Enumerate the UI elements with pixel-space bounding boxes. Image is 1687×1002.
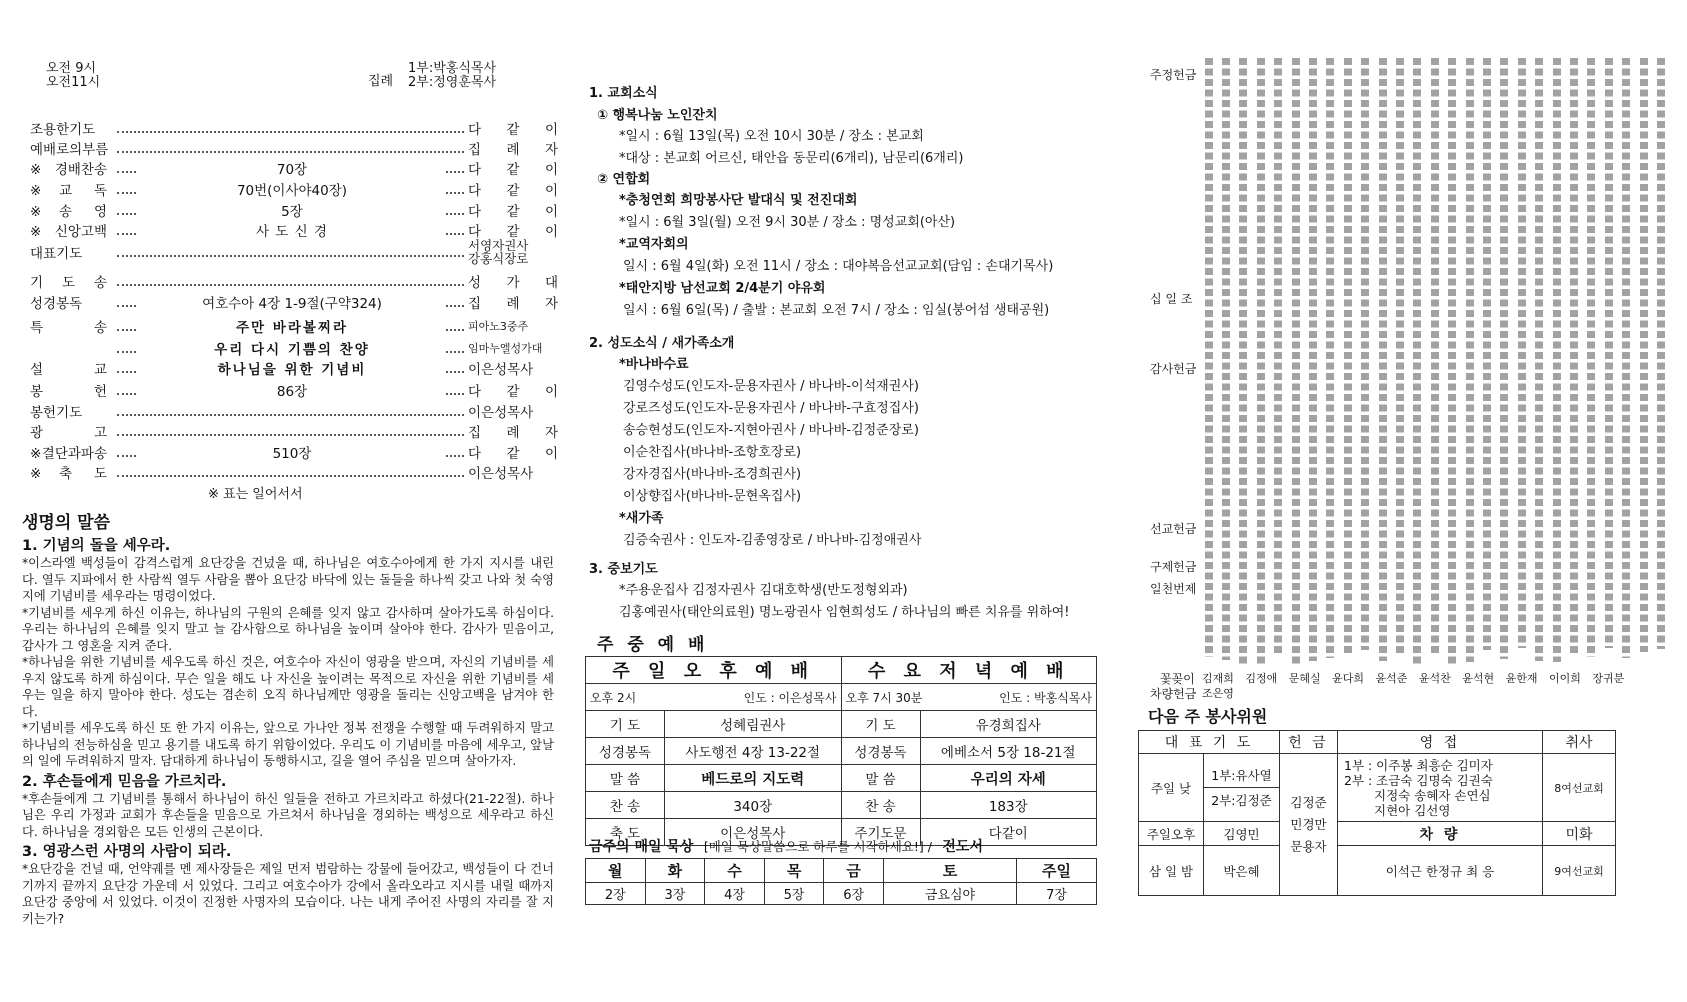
news-line: *일시 : 6월 3일(월) 오전 9시 30분 / 장소 : 명성교회(아산) xyxy=(619,215,956,230)
order-label: ※경배찬송 xyxy=(30,162,107,178)
devotion-chapter: 5장 xyxy=(764,883,824,905)
sermon-paragraph: *기념비를 세우도록 하신 또 한 가지 이유는, 앞으로 가나안 정복 전쟁을 수행할 때 두려워하지 말고 하나님의 전능하심을 믿고 용기를 내도록 하기 위함이었다. 우리도 이 기념비를 마음에 세우고, 앞날의 일에 두려워하지 말자. 담대하게 하나님이 동행하시고, 길을 열어 주심을 믿으며 살아가자. xyxy=(22,721,554,768)
wednesday-evening-head: 수 요 저 녁 예 배 xyxy=(841,657,1097,684)
order-content: 사 도 신 경 xyxy=(138,220,446,240)
sermon-paragraph: *이스라엘 백성들이 감격스럽게 요단강을 건넜을 때, 하나님은 여호수아에게 한 가지 지시를 내린다. 열두 지파에서 한 사람씩 열두 사람을 뽑아 요단강 바닥에 있는 돌들을 하나씩 갖고 나와 첫 숙영지에 기념비를 세우라는 명령이었다. xyxy=(22,556,555,603)
next-week-table: 대 표 기 도 헌 금 영 접 취사 주일 낮 1부:유사열 2부:김정준 김정준 민경만 문용자 1부 : 이주봉 최흥순 김미자 2부 : 조금숙 김명숙 김권숙 지정숙 송혜자 손연심 지현아 김선영 8여선교회 주일오후 김영민 차 량 미화 삼 일 밤 박은혜 이석근 한정규 최 응 9여선교회 xyxy=(1138,730,1616,896)
order-label: 광 고 xyxy=(30,425,107,441)
order-content: 70장 xyxy=(138,158,446,178)
order-row xyxy=(18,158,558,178)
church-news-title: 1. 교회소식 xyxy=(589,86,658,101)
order-label: ※축 도 xyxy=(30,466,107,482)
order-content: 510장 xyxy=(138,442,446,462)
sermon-paragraph: *후손들에게 그 기념비를 통해서 하나님이 하신 일들을 전하고 가르치라고 하셨다(21-22절). 하나님은 우리 가정과 교회가 후손들을 믿음으로 가르쳐서 하나님을 경외하는 백성으로 세우라고 하신다. 하나님을 경외함은 모든 인생의 근본이다. xyxy=(22,791,554,839)
sermon-body xyxy=(22,534,554,927)
order-row xyxy=(18,316,558,336)
devotion-table xyxy=(585,858,1097,905)
order-leader: 다 같 이 xyxy=(468,162,558,178)
order-content: 86장 xyxy=(138,380,446,400)
offering-label-main: 주정헌금 xyxy=(1150,68,1197,82)
news-line: 김영수성도(인도자-문용자권사 / 바나바-이석재권사) xyxy=(623,379,919,394)
devotion-header: 금주의 매일 묵상 [매일 묵상말씀으로 하루를 시작하세요!] / 전도서 xyxy=(589,839,983,855)
news-line: 일시 : 6월 6일(목) / 출발 : 본교회 오전 7시 / 장소 : 임실(붕어섬 생태공원) xyxy=(623,303,1050,318)
donor-name-column xyxy=(1254,58,1267,667)
order-content: 여호수아 4장 1-9절(구약324) xyxy=(138,292,446,312)
weekly-row: 찬 송 340장 찬 송 183장 xyxy=(586,792,1097,819)
order-label: ※송 영 xyxy=(30,204,107,220)
flower-donors: 김재희 김정애 문혜실 윤다희 윤석준 윤석찬 윤석현 윤한재 이이희 장귀분 xyxy=(1202,672,1625,685)
news-item-title: ② 연합회 xyxy=(597,172,651,187)
offering-label-tithe: 십 일 조 xyxy=(1150,292,1193,306)
service-leaders: 1부:박홍식목사 2부:정영훈목사 xyxy=(408,61,496,90)
offering-donor-names xyxy=(1202,58,1672,668)
order-label: 봉 헌 xyxy=(30,384,107,400)
order-content: 주만 바라볼찌라 xyxy=(138,316,446,336)
order-leader: 다 같 이 xyxy=(468,204,558,220)
order-label: 봉헌기도 xyxy=(30,405,83,421)
devotion-chapter: 4장 xyxy=(705,883,765,905)
member-news-list xyxy=(619,354,921,552)
news-line: 강자경집사(바나바-조경희권사) xyxy=(623,467,802,482)
news-line: *충청연회 희망봉사단 발대식 및 전진대회 xyxy=(619,193,858,208)
donor-name-column xyxy=(1550,58,1563,662)
devotion-day: 화 xyxy=(645,859,705,883)
donor-name-column xyxy=(1637,58,1650,652)
order-label: 기 도 송 xyxy=(30,275,107,291)
order-leader: 이은성목사 xyxy=(468,466,534,482)
donor-name-column xyxy=(1237,58,1250,664)
donor-name-column xyxy=(1219,58,1232,660)
weekly-row: 기 도 성혜림권사 기 도 유경희집사 xyxy=(586,711,1097,738)
prayer-title: 3. 중보기도 xyxy=(589,562,658,577)
news-item-title: ① 행복나눔 노인잔치 xyxy=(597,108,718,123)
order-label: 성경봉독 xyxy=(30,296,83,312)
vehicle-donor: 조은영 xyxy=(1202,687,1234,700)
donor-name-column xyxy=(1498,58,1511,659)
sermon-point-heading: 1. 기념의 돌을 세우라. xyxy=(22,538,171,554)
order-content: 5장 xyxy=(138,200,446,220)
devotion-chapter: 3장 xyxy=(645,883,705,905)
order-content: 70번(이사야40장) xyxy=(138,179,446,199)
donor-name-column xyxy=(1515,58,1528,648)
order-row xyxy=(18,401,558,421)
offering-label-vehicle: 차량헌금 xyxy=(1150,687,1197,701)
donor-name-column xyxy=(1272,58,1285,656)
donor-name-column xyxy=(1446,58,1459,667)
order-row xyxy=(18,358,558,378)
offering-label-mission: 선교헌금 xyxy=(1150,522,1197,536)
devotion-chapter: 금요심야 xyxy=(883,883,1016,905)
sermon-point-heading: 2. 후손들에게 믿음을 가르치라. xyxy=(22,773,227,790)
order-row xyxy=(18,138,558,158)
order-label: ※신앙고백 xyxy=(30,224,107,240)
offering-label-relief: 구제헌금 xyxy=(1150,560,1197,574)
next-week-title: 다음 주 봉사위원 xyxy=(1148,707,1268,726)
order-leader: 집 례 자 xyxy=(468,425,558,441)
order-leader: 다 같 이 xyxy=(468,122,558,138)
donor-name-column xyxy=(1567,58,1580,656)
news-line: *바나바수료 xyxy=(619,357,689,372)
sunday-afternoon-head: 주 일 오 후 예 배 xyxy=(586,657,842,684)
devotion-day: 주일 xyxy=(1017,859,1097,883)
order-leader: 다 같 이 xyxy=(468,384,558,400)
news-line: *태안지방 남선교회 2/4분기 야유회 xyxy=(619,281,826,296)
donor-name-column xyxy=(1480,58,1493,650)
order-leader: 집 례 자 xyxy=(468,142,558,158)
order-label: ※교 독 xyxy=(30,183,107,199)
prayer-lines: *주용운집사 김정자권사 김대호학생(반도정형외과) 김홍예권사(태안의료원) 명노광권사 임현희성도 / 하나님의 빠른 치유를 위하여! xyxy=(619,583,1070,620)
order-row xyxy=(18,179,558,199)
donor-name-column xyxy=(1202,58,1215,657)
donor-name-column xyxy=(1324,58,1337,658)
order-leader: 집 례 자 xyxy=(468,296,558,312)
service-times: 오전 9시 오전11시 xyxy=(46,61,101,90)
order-row xyxy=(18,271,558,291)
order-leader: 성 가 대 xyxy=(468,275,558,291)
offering-label-thanks: 감사헌금 xyxy=(1150,362,1197,376)
news-union-list xyxy=(619,190,1053,322)
order-row xyxy=(18,200,558,220)
devotion-chapter: 2장 xyxy=(586,883,646,905)
member-news-title: 2. 성도소식 / 새가족소개 xyxy=(589,336,735,351)
donor-name-column xyxy=(1341,58,1354,653)
donor-name-column xyxy=(1411,58,1424,667)
sermon-paragraph: *하나님을 위한 기념비를 세우도록 하신 것은, 여호수아 자신이 영광을 받으며, 자신의 기념비를 세우지 않도록 하게 하심이다. 무슨 일을 해도 나 자신을 높이려는 목적으로 자신을 위한 기념비를 세우는 일을 하지 말아야 한다. 성도는 겸손히 오직 하나님께만 영광을 돌리는 신앙고백을 남겨야 한다. xyxy=(22,655,554,719)
devotion-chapter: 6장 xyxy=(824,883,884,905)
news-line: 일시 : 6월 4일(화) 오전 11시 / 장소 : 대야복음선교교회(담임 : 손대기목사) xyxy=(623,259,1054,274)
weekly-row: 말 씀 베드로의 지도력 말 씀 우리의 자세 xyxy=(586,765,1097,792)
news-line: 송승현성도(인도자-지현아권사 / 바나바-김정준장로) xyxy=(623,423,919,438)
news-line: 이상향집사(바나바-문현옥집사) xyxy=(623,489,802,504)
donor-name-column xyxy=(1289,58,1302,666)
devotion-day: 목 xyxy=(764,859,824,883)
devotion-day: 토 xyxy=(883,859,1016,883)
donor-name-column xyxy=(1533,58,1546,661)
standing-note: ※ 표는 일어서서 xyxy=(208,487,303,502)
offering-label-thousand: 일천번제 xyxy=(1150,582,1197,596)
devotion-chapter: 7장 xyxy=(1017,883,1097,905)
donor-name-column xyxy=(1306,58,1319,661)
order-leader: 서영자권사 강홍식장로 xyxy=(468,238,529,266)
devotion-day: 월 xyxy=(586,859,646,883)
order-content: 하나님을 위한 기념비 xyxy=(138,358,446,378)
news-line: *새가족 xyxy=(619,511,664,526)
devotion-day: 금 xyxy=(824,859,884,883)
sermon-point-heading: 3. 영광스런 사명의 사람이 되라. xyxy=(22,844,232,860)
order-label: 설 교 xyxy=(30,362,107,378)
weekly-services-title: 주 중 예 배 xyxy=(597,635,709,655)
donor-name-column xyxy=(1428,58,1441,654)
sermon-paragraph: *기념비를 세우게 하신 이유는, 하나님의 구원의 은혜를 잊지 않고 감사하며 살아가도록 하심이다. 우리는 하나님의 은혜를 잊지 말고 늘 감사함으로 하나님을 높이며 살아야 한다. 감사가 믿음이고, 감사가 그 영혼을 지켜 준다. xyxy=(22,605,554,653)
weekly-services-table: 주 일 오 후 예 배 수 요 저 녁 예 배 오후 2시 인도 : 이은성목사 오후 7시 30분 인도 : 박홍식목사 기 도 성혜림권사 기 도 유경희집사 성경봉독 사도행전 4장 13-22절 성경봉독 에베소서 5장 18-21절 말 씀 베드로의 지도력 말 씀 우리의 자세 찬 송 340장 찬 송 183장 축 도 이은성목사 주기도문 다같이 xyxy=(585,656,1097,846)
order-of-worship xyxy=(18,118,563,482)
donor-name-column xyxy=(1602,58,1615,648)
news-line: 김증숙권사 : 인도자-김종영장로 / 바나바-김정애권사 xyxy=(623,533,922,548)
donor-name-column xyxy=(1376,58,1389,661)
sermon-section-title: 생명의 말씀 xyxy=(22,513,111,533)
order-leader: 피아노3중주 xyxy=(468,320,529,333)
news-item-lines: *일시 : 6월 13일(목) 오전 10시 30분 / 장소 : 본교회 *대상 : 본교회 어르신, 태안읍 동문리(6개리), 남문리(6개리) xyxy=(619,129,964,166)
order-label: 특 송 xyxy=(30,320,107,336)
donor-name-column xyxy=(1620,58,1633,658)
order-row xyxy=(18,220,558,240)
news-line: 이순찬집사(바나바-조항호장로) xyxy=(623,445,802,460)
order-label: 예배로의부름 xyxy=(30,142,109,158)
order-leader: 이은성목사 xyxy=(468,362,534,378)
devotion-day: 수 xyxy=(705,859,765,883)
weekly-row: 성경봉독 사도행전 4장 13-22절 성경봉독 에베소서 5장 18-21절 xyxy=(586,738,1097,765)
order-label: ※결단과파송 xyxy=(30,446,107,462)
order-row xyxy=(18,380,558,400)
order-row xyxy=(18,238,558,266)
order-leader: 임마누엘성가대 xyxy=(468,342,543,355)
order-label: 조용한기도 xyxy=(30,122,96,138)
order-content: 우리 다시 기쁨의 찬양 xyxy=(138,338,446,358)
order-label: 대표기도 xyxy=(30,246,83,262)
service-leader-label: 집례 xyxy=(368,74,394,89)
donor-name-column xyxy=(1393,58,1406,656)
order-row xyxy=(18,118,558,138)
order-row xyxy=(18,462,558,482)
order-leader: 다 같 이 xyxy=(468,183,558,199)
donor-name-column xyxy=(1654,58,1667,649)
order-row xyxy=(18,338,558,358)
news-line: 강로즈성도(인도자-문용자권사 / 바나바-구효정집사) xyxy=(623,401,919,416)
donor-name-column xyxy=(1463,58,1476,662)
donor-name-column xyxy=(1585,58,1598,657)
order-leader: 이은성목사 xyxy=(468,405,534,421)
sermon-paragraph: *요단강을 건널 때, 언약궤를 멘 제사장들은 제일 먼저 범람하는 강물에 들어갔고, 백성들이 다 건너기까지 끝까지 요단강 가운데 서 있었다. 그리고 여호수아가 강에서 올라오라고 지시를 내릴 때까지 요단강 중앙에 서 있었다. 이것이 진정한 사명자의 모습이다. 나는 내게 주어진 사명의 자리를 잘 지키는가? xyxy=(22,862,554,926)
order-leader: 다 같 이 xyxy=(468,224,558,240)
order-leader: 다 같 이 xyxy=(468,446,558,462)
order-row xyxy=(18,292,558,312)
offering-label-flower: 꽃꽂이 xyxy=(1160,672,1195,686)
order-row xyxy=(18,442,558,462)
order-row xyxy=(18,421,558,441)
donor-name-column xyxy=(1359,58,1372,650)
weekly-row: 축 도 이은성목사 주기도문 다같이 xyxy=(586,819,1097,846)
news-line: *교역자회의 xyxy=(619,237,689,252)
